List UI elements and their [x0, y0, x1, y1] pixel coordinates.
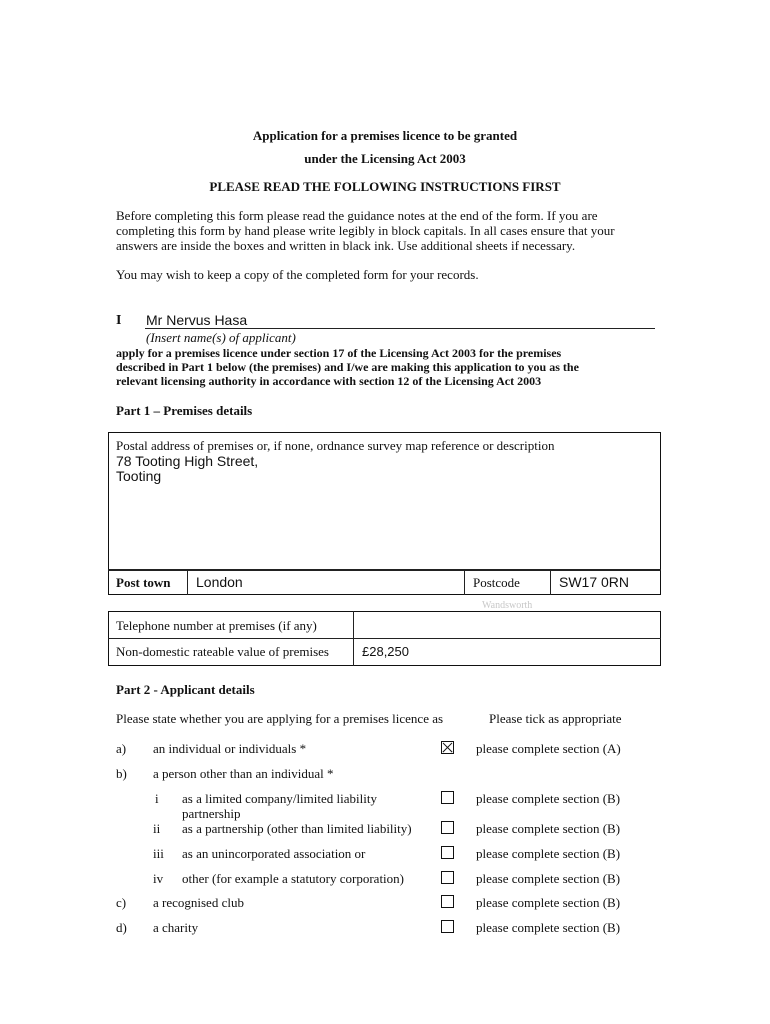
option-b-marker: b): [116, 766, 127, 781]
part2-question: Please state whether you are applying for a premises licence as: [116, 711, 444, 726]
postcode-label: Postcode: [473, 575, 520, 590]
option-d-instruction: please complete section (B): [476, 920, 621, 935]
faint-stamp: Wandsworth: [482, 600, 533, 611]
rateable-value-label: Non-domestic rateable value of premises: [116, 644, 329, 659]
statement-line-1: apply for a premises licence under section 17 of the Licensing Act 2003 for the premises: [116, 346, 562, 360]
option-b-iv-checkbox[interactable]: [441, 871, 454, 884]
tick-header: Please tick as appropriate: [489, 711, 622, 726]
option-b-iii-instruction: please complete section (B): [476, 846, 621, 861]
intro-line-2: completing this form by hand please write legibly in block capitals. In all cases ensure that your: [116, 223, 615, 238]
statement-line-2: described in Part 1 below (the premises) and I/we are making this application to you as the: [116, 360, 579, 374]
option-b-ii-checkbox[interactable]: [441, 821, 454, 834]
option-c-label: a recognised club: [153, 895, 244, 910]
rateable-value[interactable]: £28,250: [362, 644, 409, 659]
option-b-iii-marker: iii: [153, 846, 164, 861]
option-b-i-label: as a limited company/limited liability: [182, 791, 377, 806]
intro-line-4: You may wish to keep a copy of the completed form for your records.: [116, 267, 479, 282]
post-town-label: Post town: [116, 575, 171, 590]
applicant-name-caption: (Insert name(s) of applicant): [146, 330, 296, 345]
instructions-heading: PLEASE READ THE FOLLOWING INSTRUCTIONS FIRST: [209, 179, 561, 194]
option-b-i-marker: i: [155, 791, 159, 806]
option-a-checkbox[interactable]: [441, 741, 454, 754]
applicant-name-underline: [145, 328, 655, 329]
option-c-checkbox[interactable]: [441, 895, 454, 908]
option-c-marker: c): [116, 895, 127, 910]
postcode-value[interactable]: SW17 0RN: [559, 574, 630, 590]
option-a-marker: a): [116, 741, 127, 756]
pronoun-label: I: [116, 313, 122, 328]
post-town-row-divider: [108, 569, 661, 571]
option-b-i-checkbox[interactable]: [441, 791, 454, 804]
option-b-i-instruction: please complete section (B): [476, 791, 621, 806]
part1-heading: Part 1 – Premises details: [116, 403, 253, 418]
option-b-iii-checkbox[interactable]: [441, 846, 454, 859]
intro-line-3: answers are inside the boxes and written in black ink. Use additional sheets if necessary.: [116, 238, 576, 253]
form-title-line2: under the Licensing Act 2003: [304, 151, 466, 166]
option-b-ii-label: as a partnership (other than limited liability): [182, 821, 412, 836]
post-town-divider: [187, 569, 188, 595]
applicant-name-value[interactable]: Mr Nervus Hasa: [146, 312, 248, 328]
option-b-ii-marker: ii: [153, 821, 161, 836]
option-d-label: a charity: [153, 920, 199, 935]
option-b-iv-instruction: please complete section (B): [476, 871, 621, 886]
option-b-ii-instruction: please complete section (B): [476, 821, 621, 836]
form-title-line1: Application for a premises licence to be granted: [252, 128, 518, 143]
option-d-marker: d): [116, 920, 127, 935]
telephone-label: Telephone number at premises (if any): [116, 618, 317, 633]
postcode-label-divider: [464, 569, 465, 595]
address-line-1[interactable]: 78 Tooting High Street,: [116, 453, 259, 469]
option-b-i-label-continued: partnership: [182, 806, 241, 821]
option-b-iii-label: as an unincorporated association or: [182, 846, 366, 861]
intro-line-1: Before completing this form please read the guidance notes at the end of the form. If you are: [116, 208, 598, 223]
address-label: Postal address of premises or, if none, ordnance survey map reference or description: [116, 438, 555, 453]
postcode-value-divider: [550, 569, 551, 595]
address-line-2[interactable]: Tooting: [116, 468, 162, 484]
option-c-instruction: please complete section (B): [476, 895, 621, 910]
option-b-label: a person other than an individual *: [153, 766, 334, 781]
post-town-value[interactable]: London: [196, 574, 243, 590]
option-b-iv-marker: iv: [153, 871, 164, 886]
option-d-checkbox[interactable]: [441, 920, 454, 933]
statement-line-3: relevant licensing authority in accordance with section 12 of the Licensing Act 2003: [116, 374, 542, 388]
part2-heading: Part 2 - Applicant details: [116, 682, 255, 697]
contact-table-column-divider: [353, 611, 354, 666]
contact-table-row-divider: [108, 638, 661, 639]
option-a-instruction: please complete section (A): [476, 741, 621, 756]
option-a-label: an individual or individuals *: [153, 741, 307, 756]
option-b-iv-label: other (for example a statutory corporation): [182, 871, 404, 886]
